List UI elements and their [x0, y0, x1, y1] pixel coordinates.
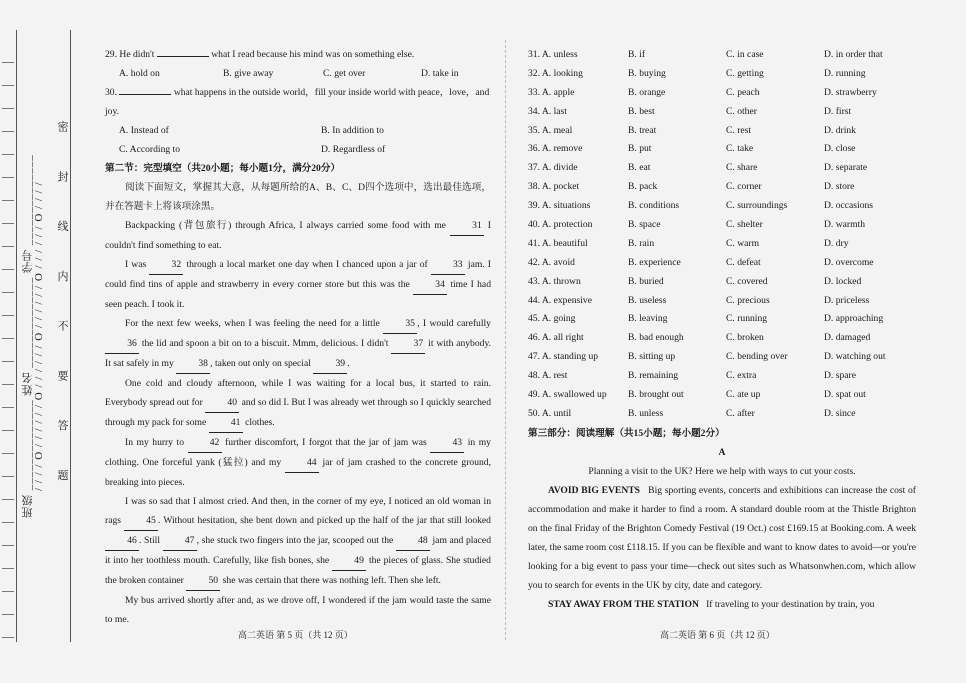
question-30: 30. what happens in the outside world，fill your inside world with peace，love，and joy. — [105, 87, 490, 117]
section-2-instructions: 阅读下面短文，掌握其大意，从每题所给的A、B、C、D四个选项中，选出最佳选项，并在答题卡上将该项涂黑。 — [105, 182, 491, 212]
option-d: D. first — [824, 105, 852, 117]
option-c: C. after — [726, 407, 755, 419]
option-row — [528, 385, 916, 404]
option-c: C. surroundings — [726, 200, 788, 212]
option-a: 42. A. avoid — [528, 256, 575, 268]
option-b: B. leaving — [628, 313, 668, 325]
binding-margin — [0, 0, 100, 683]
option-d: D. since — [824, 407, 856, 419]
option-a: 48. A. rest — [528, 370, 568, 382]
heading-stay-away: STAY AWAY FROM THE STATION — [548, 598, 699, 610]
field-number-label: 学号 — [22, 248, 34, 273]
option-row — [528, 64, 916, 83]
field-class-label: 班级 — [22, 493, 34, 518]
option-b: B. put — [628, 143, 652, 155]
option-c: C. in case — [726, 49, 764, 60]
option-row — [528, 45, 916, 64]
blank-31: 31 — [450, 216, 484, 236]
heading-avoid-big-events: AVOID BIG EVENTS — [548, 484, 640, 496]
cloze-paragraph-4: One cold and cloudy afternoon, while I was waiting for a local bus, it started to rain. Everybody spread out for 40 and so did I. But I was already wet through so I quickly searched through my pack for some 41 clothes. — [105, 374, 491, 433]
field-name-label: 姓名 — [22, 371, 34, 396]
cloze-paragraph-5: In my hurry to 42 further discomfort, I forgot that the jar of jam was 43 in my clothing. One forceful yank (猛拉) and my 44 jar of jam crashed to the concrete ground, breaking into pieces. — [105, 433, 491, 492]
option-a: 45. A. going — [528, 313, 576, 325]
blank-47: 47 — [163, 531, 197, 551]
option-row — [528, 102, 916, 121]
option-c: C. precious — [726, 294, 770, 306]
option-a: 40. A. protection — [528, 219, 593, 231]
footer-page-5: 高二英语 第 5 页（共 12 页） — [238, 630, 353, 640]
option-b: B. if — [628, 49, 646, 60]
option-d: D. warmth — [824, 219, 866, 231]
binding-ticks — [2, 40, 14, 640]
blank-39: 39 — [313, 354, 347, 374]
option-c: C. corner — [726, 181, 762, 193]
option-d: D. dry — [824, 237, 849, 249]
option-a: 43. A. thrown — [528, 275, 581, 287]
cloze-paragraph-2: I was 32 through a local market one day when I chanced upon a jar of 33 jam. I could find tins of apple and strawberry in every corner store but this was the 34 time I had seen peach. I took it. — [105, 255, 491, 314]
option-d: D. overcome — [824, 256, 874, 268]
option-b: B. pack — [628, 181, 658, 193]
passage-paragraph-2: STAY AWAY FROM THE STATION If traveling to your destination by train, you — [548, 598, 875, 610]
blank-38: 38 — [176, 354, 210, 374]
left-column — [105, 45, 491, 629]
option-a: 47. A. standing up — [528, 351, 599, 363]
footer-page-6: 高二英语 第 6 页（共 12 页） — [660, 630, 775, 640]
option-d: D. close — [824, 143, 856, 155]
option-d: D. separate — [824, 162, 868, 174]
cloze-paragraph-6: I was so sad that I almost cried. And then, in the corner of my eye, I noticed an old woman in rags 45 . Without hesitation, she bent down and picked up the half of the jar that still looked 46 . Still 47 , she stuck two fingers into the jar, scooped out the 48 jam and placed it into her toothless mouth. Carefully, like fish bones, she 49 the pieces of glass. She studied the broken container 50 she was certain that there was nothing left. Then she left. — [105, 492, 491, 591]
option-a: 34. A. last — [528, 105, 567, 117]
cloze-paragraph-3: For the next few weeks, when I was feeling the need for a little 35 , I would carefully 36 the lid and spoon a bit on to a biscuit. Mmm, delicious. I didn't 37 it with anybody. It sat safely in my 38 , taken out only on special 39 . — [105, 314, 491, 374]
option-a: 49. A. swallowed up — [528, 389, 607, 401]
blank-33: 33 — [431, 255, 465, 275]
option-row — [528, 404, 916, 423]
section-3-title: 第三部分：阅读理解（共15小题；每小题2分） — [528, 427, 725, 439]
option-c: C. ate up — [726, 389, 761, 401]
blank-36: 36 — [105, 334, 139, 354]
option-d: D. strawberry — [824, 86, 877, 98]
option-c: C. peach — [726, 86, 760, 98]
option-row — [528, 121, 916, 140]
question-30-options-a: A. Instead of B. In addition to — [119, 125, 384, 136]
option-b: B. conditions — [628, 200, 680, 212]
option-a: 46. A. all right — [528, 332, 584, 344]
option-a: 39. A. situations — [528, 200, 591, 212]
binding-seal-labels: 密 封 线 内 不 要 答 题 — [56, 121, 68, 499]
question-29: 29. He didn't what I read because his mind was on something else. — [105, 49, 415, 60]
option-d: D. locked — [824, 275, 862, 287]
blank-45: 45 — [124, 511, 158, 531]
binding-field-column: 班级 ______________ 姓名 ______________ 学号 ______________ — [22, 154, 34, 518]
option-row — [528, 366, 916, 385]
option-c: C. share — [726, 162, 758, 174]
blank-48: 48 — [396, 531, 430, 551]
option-c: C. extra — [726, 370, 757, 382]
option-d: D. approaching — [824, 313, 884, 325]
section-2-title: 第二节：完型填空（共20小题；每小题1分，满分20分） — [105, 163, 341, 174]
option-a: 33. A. apple — [528, 86, 575, 98]
option-b: B. unless — [628, 407, 664, 419]
option-row — [528, 139, 916, 158]
option-row — [528, 347, 916, 366]
blank-46: 46 — [105, 531, 139, 551]
blank — [157, 56, 209, 57]
option-a: 38. A. pocket — [528, 181, 580, 193]
binding-line — [16, 30, 17, 642]
option-c: C. warm — [726, 237, 760, 249]
option-c: C. shelter — [726, 219, 763, 231]
option-d: D. running — [824, 67, 866, 79]
option-b: B. brought out — [628, 389, 684, 401]
question-30-options-b: C. According to D. Regardless of — [119, 144, 386, 155]
option-b: B. sitting up — [628, 351, 676, 363]
option-row — [528, 177, 916, 196]
passage-label: A — [718, 446, 726, 458]
passage-intro: Planning a visit to the UK? Here we help with ways to cut your costs. — [588, 465, 856, 477]
option-c: C. defeat — [726, 256, 761, 268]
option-row — [528, 291, 916, 310]
option-b: B. best — [628, 105, 655, 117]
option-c: C. bending over — [726, 351, 788, 363]
blank-32: 32 — [149, 255, 183, 275]
option-b: B. bad enough — [628, 332, 684, 344]
option-row — [528, 234, 916, 253]
cloze-paragraph-1: Backpacking (背包旅行) through Africa, I always carried some food with me 31 I couldn't find something to eat. — [105, 216, 491, 255]
column-divider — [505, 40, 506, 640]
blank-35: 35 — [383, 314, 417, 334]
option-b: B. useless — [628, 294, 667, 306]
question-29-options: A. hold on B. give away C. get over D. take in — [119, 68, 459, 79]
option-b: B. orange — [628, 86, 666, 98]
binding-seal-marks: / / / / O / / / / / / O / / / / / / O / / / / / / O / / / / / / O / / / / — [33, 181, 45, 491]
option-b: B. rain — [628, 237, 655, 249]
option-c: C. running — [726, 313, 768, 325]
option-b: B. eat — [628, 162, 651, 174]
blank-34: 34 — [413, 275, 447, 295]
option-d: D. occasions — [824, 200, 874, 212]
option-row — [528, 309, 916, 328]
option-c: C. other — [726, 105, 757, 117]
option-a: 50. A. until — [528, 407, 572, 419]
option-b: B. space — [628, 219, 661, 231]
option-a: 35. A. meal — [528, 124, 573, 136]
blank-49: 49 — [332, 551, 366, 571]
option-b: B. treat — [628, 124, 657, 136]
option-row — [528, 196, 916, 215]
option-d: D. drink — [824, 124, 856, 136]
option-row — [528, 272, 916, 291]
blank-43: 43 — [430, 433, 464, 453]
blank-37: 37 — [391, 334, 425, 354]
option-c: C. getting — [726, 67, 764, 79]
option-row — [528, 83, 916, 102]
option-d: D. damaged — [824, 332, 871, 344]
cloze-paragraph-7: My bus arrived shortly after and, as we drove off, I wondered if the jam would taste the same to me. — [105, 595, 491, 625]
option-a: 44. A. expensive — [528, 294, 592, 306]
passage-paragraph-1: AVOID BIG EVENTS Big sporting events, concerts and exhibitions can increase the cost of accommodation and make it harder to find a room. A standard double room at the Thistle Brighton on the final Friday of the Brighton Comedy Festival (19 Oct.) cost £169.15 at Booking.com. A week later, the same room cost £118.15. If you can be flexible and want to know dates to avoid—or you're looking for a big event to pass your time—check out sites such as Whatsonwhen.com, which allow you to search for events in the UK by city, date and category. — [528, 484, 916, 591]
blank-44: 44 — [285, 453, 319, 473]
blank-41: 41 — [209, 413, 243, 433]
blank-50: 50 — [186, 571, 220, 591]
binding-line-inner — [70, 30, 71, 642]
option-row — [528, 328, 916, 347]
option-d: D. in order that — [824, 49, 883, 60]
option-d: D. spare — [824, 370, 856, 382]
blank-40: 40 — [205, 393, 239, 413]
option-c: C. rest — [726, 124, 752, 136]
option-c: C. broken — [726, 332, 764, 344]
option-d: D. spat out — [824, 389, 866, 401]
cloze-options-list — [528, 45, 916, 423]
option-d: D. watching out — [824, 351, 886, 363]
option-d: D. priceless — [824, 294, 870, 306]
blank-42: 42 — [188, 433, 222, 453]
option-c: C. take — [726, 143, 754, 155]
option-b: B. remaining — [628, 370, 679, 382]
option-row — [528, 215, 916, 234]
option-row — [528, 253, 916, 272]
option-d: D. store — [824, 181, 855, 193]
option-c: C. covered — [726, 275, 768, 287]
option-b: B. buying — [628, 67, 666, 79]
option-a: 31. A. unless — [528, 49, 578, 60]
option-b: B. buried — [628, 275, 664, 287]
option-a: 37. A. divide — [528, 162, 578, 174]
option-b: B. experience — [628, 256, 681, 268]
right-column — [528, 45, 916, 614]
option-a: 41. A. beautiful — [528, 237, 588, 249]
blank — [119, 94, 171, 95]
option-a: 36. A. remove — [528, 143, 583, 155]
option-a: 32. A. looking — [528, 67, 583, 79]
option-row — [528, 158, 916, 177]
